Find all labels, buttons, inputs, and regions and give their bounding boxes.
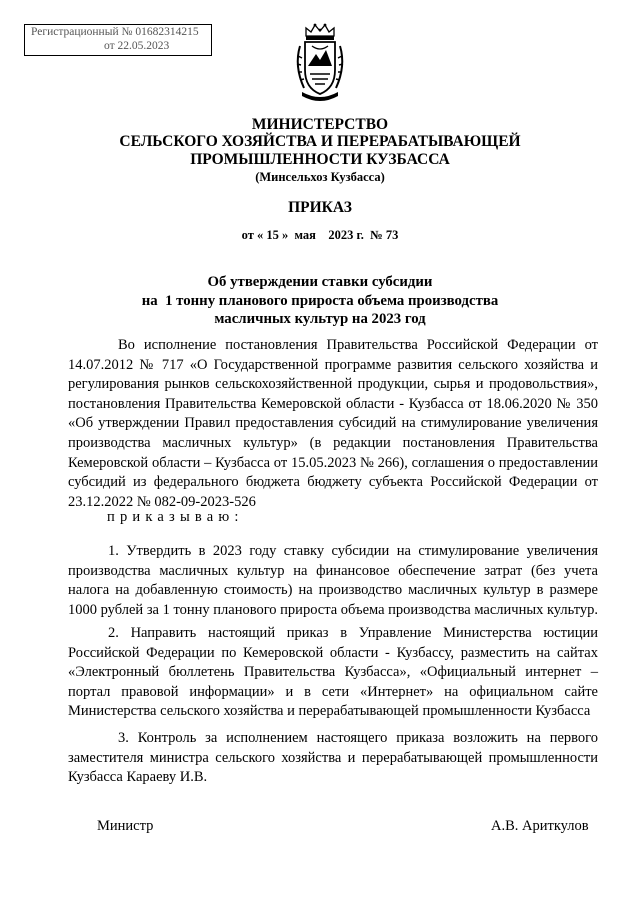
order-item-1: 1. Утвердить в 2023 году ставку субсидии на стимулирование увеличения производства масличных культур на финансовое обеспечение затрат (без учета налога на добавленную стоимость) на производство масличных культур в размере 1000 рублей за 1 тонну планового прироста объема производства масличных культур. (68, 543, 598, 618)
signatory-name: А.В. Ариткулов (491, 818, 589, 834)
order-item-3: 3. Контроль за исполнением настоящего приказа возложить на первого заместителя министра сельского хозяйства и перерабатывающей промышленности Кузбасса Караеву И.В. (68, 730, 598, 786)
signatory-title: Министр (97, 818, 154, 834)
registration-stamp (24, 24, 212, 56)
registration-number: Регистрационный № 01682314215 (31, 26, 199, 38)
document-type-title: ПРИКАЗ (288, 199, 352, 216)
subject-line-3: масличных культур на 2023 год (214, 311, 426, 327)
document-date-number: от « 15 » мая 2023 г. № 73 (241, 228, 399, 242)
ministry-abbreviation: (Минсельхоз Кузбасса) (255, 170, 385, 184)
subject-line-2: на 1 тонну планового прироста объема производства (141, 293, 499, 309)
ministry-name-line-1: МИНИСТЕРСТВО (251, 116, 389, 133)
kuzbass-coat-of-arms-icon (292, 22, 348, 102)
order-item-2: 2. Направить настоящий приказ в Управление Министерства юстиции Российской Федерации по Кемеровской области - Кузбассу, разместить на сайтах «Электронный бюллетень Правительства Кузбасса», «Официальный интернет – портал правовой информации» и в сети «Интернет» на официальном сайте Министерства сельского хозяйства и перерабатывающей промышленности Кузбасса (68, 625, 598, 720)
orders-word: приказываю: (107, 509, 244, 525)
registration-date: от 22.05.2023 (104, 40, 170, 52)
ministry-name-line-2: СЕЛЬСКОГО ХОЗЯЙСТВА И ПЕРЕРАБАТЫВАЮЩЕЙ (119, 133, 521, 150)
subject-line-1: Об утверждении ставки субсидии (207, 274, 433, 290)
preamble-paragraph: Во исполнение постановления Правительства Российской Федерации от 14.07.2012 № 717 «О Государственной программе развития сельского хозяйства и регулирования рынков сельскохозяйственной продукции, сырья и продовольствия», постановления Правительства Кемеровской области - Кузбасса от 18.06.2020 № 350 «Об утверждении Правил предоставления субсидий на стимулирование увеличения производства масличных культур» (в редакции постановления Правительства Кемеровской области – Кузбасса от 15.05.2023 № 266), соглашения о предоставлении субсидий из федерального бюджета бюджету субъекта Российской Федерации от 23.12.2022 № 082-09-2023-526 (68, 337, 598, 510)
ministry-name-line-3: ПРОМЫШЛЕННОСТИ КУЗБАССА (190, 151, 450, 168)
